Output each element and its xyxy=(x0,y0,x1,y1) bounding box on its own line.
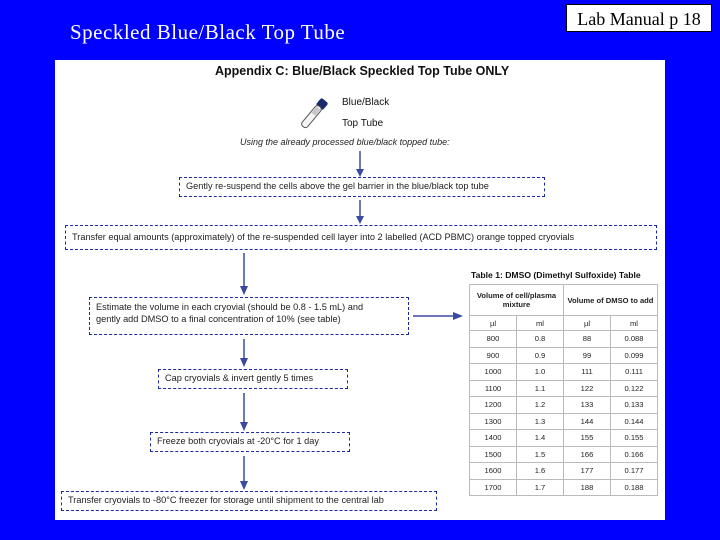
down-arrow-icon xyxy=(239,253,249,295)
table-cell: 0.133 xyxy=(611,397,658,414)
table-cell: 0.188 xyxy=(611,479,658,496)
step-estimate-line1: Estimate the volume in each cryovial (should be 0.8 - 1.5 mL) and xyxy=(96,302,364,312)
table-cell: 88 xyxy=(564,331,611,348)
down-arrow-icon xyxy=(355,200,365,224)
table-unit-header: ml xyxy=(611,316,658,331)
table-cell: 1000 xyxy=(470,364,517,381)
table-row xyxy=(470,479,658,496)
table-cell: 144 xyxy=(564,413,611,430)
table-cell: 0.099 xyxy=(611,347,658,364)
table-cell: 900 xyxy=(470,347,517,364)
table-cell: 1300 xyxy=(470,413,517,430)
table-row xyxy=(470,413,658,430)
table-row xyxy=(470,463,658,480)
table-cell: 177 xyxy=(564,463,611,480)
tube-label-line1: Blue/Black xyxy=(342,97,390,108)
right-arrow-icon xyxy=(413,311,463,321)
table-row xyxy=(470,430,658,447)
table-cell: 0.177 xyxy=(611,463,658,480)
table-cell: 1100 xyxy=(470,380,517,397)
step-transfer: Transfer equal amounts (approximately) of the re-suspended cell layer into 2 labelled (ACD PBMC) orange topped cryovials xyxy=(65,225,657,250)
step-estimate-line2: gently add DMSO to a final concentration of 10% (see table) xyxy=(96,314,341,324)
down-arrow-icon xyxy=(239,339,249,367)
dmso-table-body xyxy=(470,331,658,496)
table-unit-header: µl xyxy=(564,316,611,331)
table-cell: 99 xyxy=(564,347,611,364)
dmso-table-title: Table 1: DMSO (Dimethyl Sulfoxide) Table xyxy=(471,270,641,280)
step-transfer-freezer: Transfer cryovials to -80°C freezer for storage until shipment to the central lab xyxy=(61,491,437,511)
table-cell: 1.3 xyxy=(517,413,564,430)
table-row xyxy=(470,446,658,463)
down-arrow-icon xyxy=(355,151,365,177)
tube-label-line2: Top Tube xyxy=(342,118,384,129)
step-resuspend: Gently re-suspend the cells above the gel barrier in the blue/black top tube xyxy=(179,177,545,197)
table-header-mixture: Volume of cell/plasma mixture xyxy=(470,285,564,316)
table-cell: 0.111 xyxy=(611,364,658,381)
table-cell: 122 xyxy=(564,380,611,397)
table-row xyxy=(470,347,658,364)
table-cell: 800 xyxy=(470,331,517,348)
step-freeze: Freeze both cryovials at -20°C for 1 day xyxy=(150,432,350,452)
step-estimate-volume xyxy=(89,297,409,335)
table-cell: 0.166 xyxy=(611,446,658,463)
table-row xyxy=(470,364,658,381)
table-cell: 1.2 xyxy=(517,397,564,414)
table-cell: 1.4 xyxy=(517,430,564,447)
table-unit-header: µl xyxy=(470,316,517,331)
table-cell: 0.122 xyxy=(611,380,658,397)
dmso-table xyxy=(469,284,658,496)
table-row xyxy=(470,380,658,397)
table-row xyxy=(470,397,658,414)
table-cell: 1200 xyxy=(470,397,517,414)
table-cell: 0.144 xyxy=(611,413,658,430)
down-arrow-icon xyxy=(239,393,249,431)
table-cell: 1700 xyxy=(470,479,517,496)
table-row xyxy=(470,331,658,348)
slide-title: Speckled Blue/Black Top Tube xyxy=(70,20,346,44)
table-cell: 111 xyxy=(564,364,611,381)
table-cell: 1.6 xyxy=(517,463,564,480)
table-cell: 188 xyxy=(564,479,611,496)
table-unit-header: ml xyxy=(517,316,564,331)
test-tube-icon xyxy=(293,94,333,134)
instruction-text: Using the already processed blue/black topped tube: xyxy=(240,137,450,147)
table-cell: 1.1 xyxy=(517,380,564,397)
table-cell: 0.088 xyxy=(611,331,658,348)
page-number-tag: Lab Manual p 18 xyxy=(566,4,712,32)
table-cell: 0.9 xyxy=(517,347,564,364)
table-cell: 166 xyxy=(564,446,611,463)
table-cell: 155 xyxy=(564,430,611,447)
step-cap-invert: Cap cryovials & invert gently 5 times xyxy=(158,369,348,389)
appendix-title: Appendix C: Blue/Black Speckled Top Tube ONLY xyxy=(215,64,510,78)
down-arrow-icon xyxy=(239,456,249,490)
appendix-document xyxy=(55,60,665,520)
table-cell: 1400 xyxy=(470,430,517,447)
table-cell: 1600 xyxy=(470,463,517,480)
table-cell: 0.8 xyxy=(517,331,564,348)
table-header-dmso: Volume of DMSO to add xyxy=(564,285,658,316)
table-cell: 1.7 xyxy=(517,479,564,496)
table-cell: 1.5 xyxy=(517,446,564,463)
table-cell: 0.155 xyxy=(611,430,658,447)
table-cell: 133 xyxy=(564,397,611,414)
table-cell: 1500 xyxy=(470,446,517,463)
table-cell: 1.0 xyxy=(517,364,564,381)
